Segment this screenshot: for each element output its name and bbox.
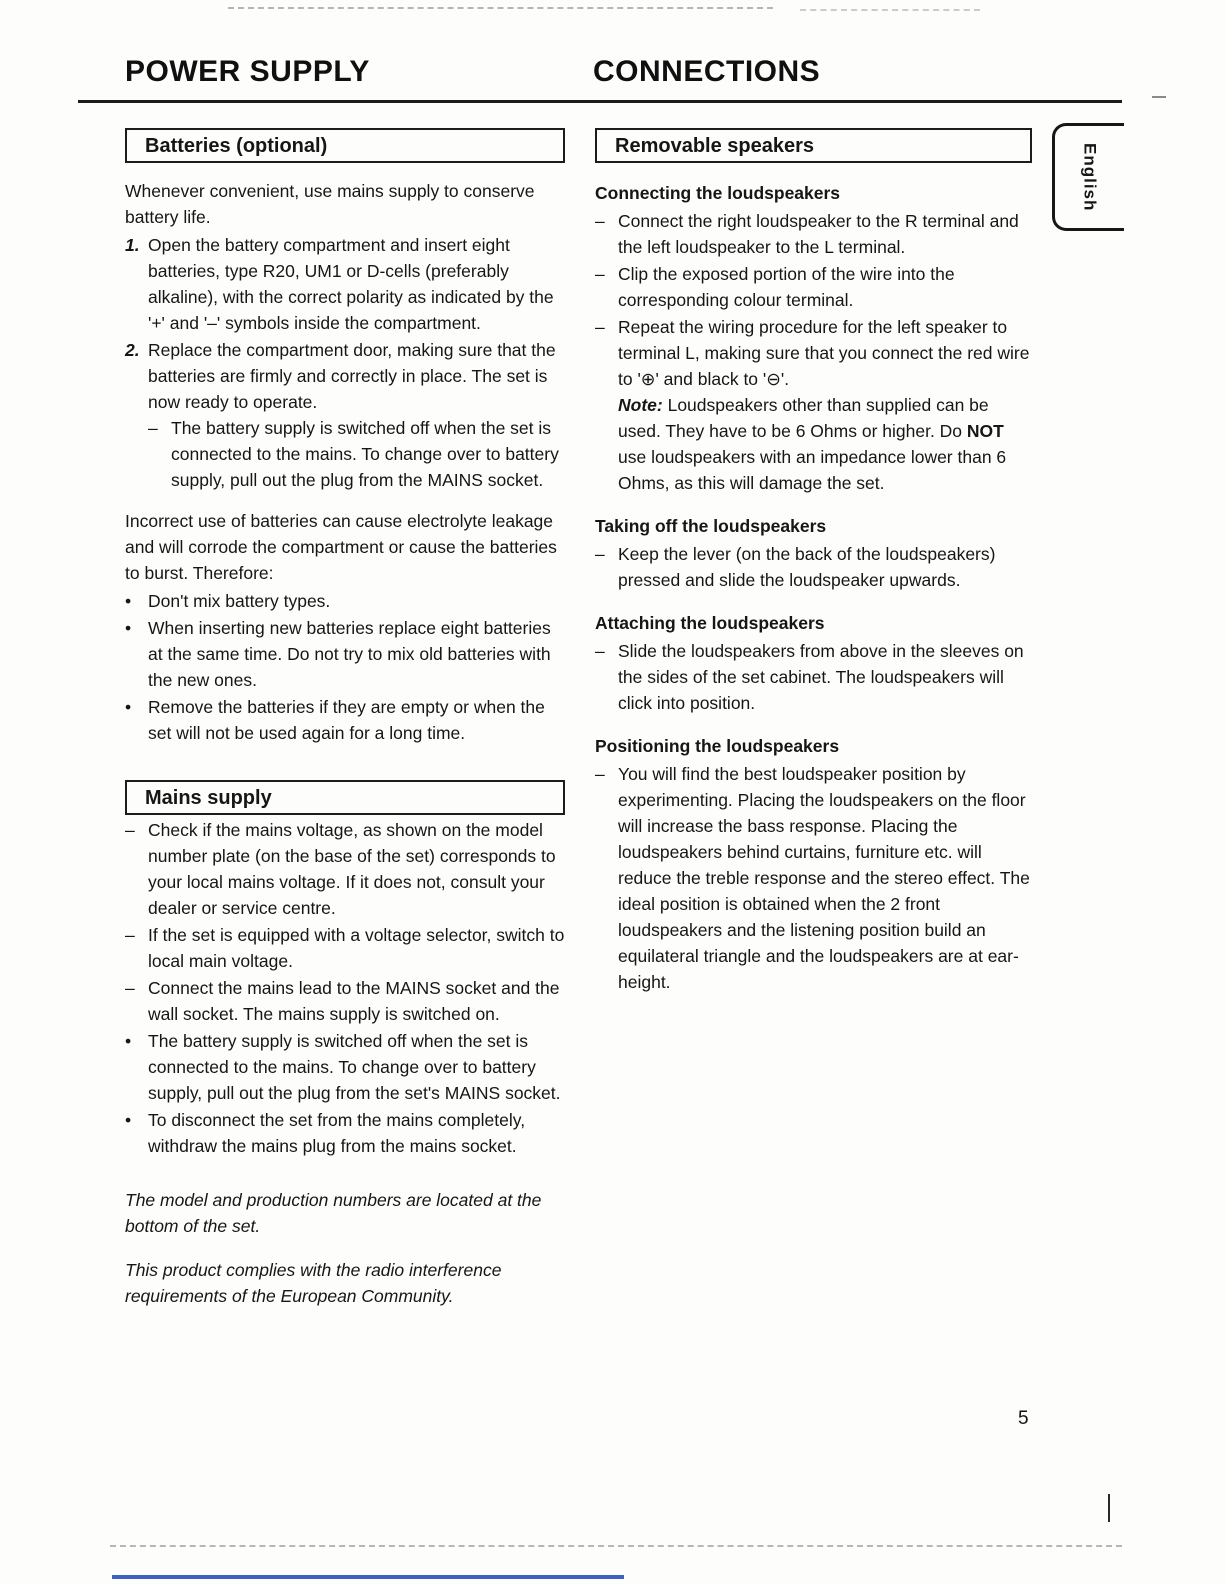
list-item [125, 817, 565, 921]
dash-marker: – [595, 317, 605, 337]
batteries-numbered-list [125, 232, 565, 493]
speakers-section-title: Removable speakers [615, 135, 815, 157]
note-emphasis: NOT [966, 421, 1004, 441]
positioning-heading: Positioning the loudspeakers [595, 736, 840, 756]
list-item [125, 975, 565, 1027]
numbered-step [125, 232, 565, 336]
batteries-warning-paragraph: Incorrect use of batteries can cause electrolyte leakage and will corrode the compartment or cause the batteries to burst. Therefore: [125, 511, 557, 583]
mains-section-titlebox [125, 780, 565, 815]
scan-artifact-bottom-dashes [110, 1545, 1122, 1547]
batteries-section-titlebox [125, 128, 565, 163]
list-item [595, 208, 1032, 260]
connections-column [595, 128, 1032, 995]
header-rule [78, 100, 1122, 103]
page-number: 5 [1018, 1408, 1029, 1429]
sub-list-item [148, 415, 565, 493]
section-header-connections: CONNECTIONS [593, 55, 821, 88]
bullet-marker: • [125, 697, 132, 717]
scan-artifact-right-dash [1152, 96, 1166, 98]
bullet-marker: • [125, 591, 132, 611]
dash-marker: – [595, 264, 605, 284]
mains-dash-list [125, 817, 565, 1159]
batteries-section-title: Batteries (optional) [145, 135, 328, 157]
taking-off-heading: Taking off the loudspeakers [595, 516, 827, 536]
step-body [148, 337, 565, 493]
list-item [595, 314, 1032, 392]
list-item-text: Slide the loudspeakers from above in the sleeves on the sides of the set cabinet. The loudspeakers will click into position. [618, 641, 1024, 713]
list-item [595, 541, 1032, 593]
connecting-dash-list [595, 208, 1032, 496]
dash-marker: – [595, 211, 605, 231]
note-text: use loudspeakers with an impedance lower than 6 Ohms, as this will damage the set. [618, 447, 1007, 493]
list-item-text: Repeat the wiring procedure for the left speaker to terminal L, making sure that you connect the red wire to '⊕' and black to '⊖'. [618, 317, 1030, 389]
list-item-text: Connect the right loudspeaker to the R terminal and the left loudspeaker to the L terminal. [618, 211, 1019, 257]
list-item-text: Remove the batteries if they are empty or when the set will not be used again for a long time. [148, 697, 545, 743]
attaching-heading: Attaching the loudspeakers [595, 613, 825, 633]
list-item-text: Connect the mains lead to the MAINS socket and the wall socket. The mains supply is switched on. [148, 978, 560, 1024]
list-item-text: When inserting new batteries replace eight batteries at the same time. Do not try to mix old batteries with the new ones. [148, 618, 551, 690]
compliance-note: This product complies with the radio interference requirements of the European Community. [125, 1259, 502, 1306]
scan-artifact-top-dashes [228, 7, 773, 9]
dash-marker: – [148, 418, 158, 438]
dash-marker: – [595, 544, 605, 564]
list-item [125, 1107, 565, 1159]
power-supply-column [125, 128, 565, 1326]
connecting-heading: Connecting the loudspeakers [595, 183, 841, 203]
batteries-intro-paragraph: Whenever convenient, use mains supply to conserve battery life. [125, 181, 535, 227]
scan-artifact-tick [1108, 1494, 1110, 1522]
list-item [595, 761, 1032, 995]
list-item [125, 615, 565, 693]
language-tab [1052, 123, 1124, 231]
bullet-marker: • [125, 618, 132, 638]
list-item-text: If the set is equipped with a voltage selector, switch to local main voltage. [148, 925, 565, 971]
batteries-bullet-list [125, 588, 565, 746]
list-item-text: You will find the best loudspeaker position by experimenting. Placing the loudspeakers on the floor will increase the bass response. Placing the loudspeakers behind curtains, furniture etc. will reduce the treble response and the stereo effect. The ideal position is obtained when the 2 front loudspeakers and the listening position build an equilateral triangle and the loudspeakers are at ear-height. [618, 764, 1030, 992]
scan-artifact-top-dashes-right [800, 9, 980, 11]
model-number-note: The model and production numbers are located at the bottom of the set. [125, 1190, 542, 1236]
list-item [125, 588, 565, 614]
list-item-text: Keep the lever (on the back of the loudspeakers) pressed and slide the loudspeaker upwards. [618, 544, 996, 590]
mains-section-title: Mains supply [145, 787, 272, 809]
taking-off-dash-list [595, 541, 1032, 593]
step-text: Open the battery compartment and insert eight batteries, type R20, UM1 or D-cells (preferably alkaline), with the correct polarity as indicated by the '+' and '–' symbols inside the compartment. [148, 235, 554, 333]
list-item [125, 922, 565, 974]
list-item-text: Clip the exposed portion of the wire into the corresponding colour terminal. [618, 264, 955, 310]
step-text: Replace the compartment door, making sure that the batteries are firmly and correctly in place. The set is now ready to operate. [148, 340, 556, 412]
speakers-section-titlebox [595, 128, 1032, 163]
dash-marker: – [125, 925, 135, 945]
note-text: Loudspeakers other than supplied can be used. They have to be 6 Ohms or higher. Do [618, 395, 989, 441]
list-item [125, 1028, 565, 1106]
dash-marker: – [595, 641, 605, 661]
list-item-text: The battery supply is switched off when the set is connected to the mains. To change over to battery supply, pull out the plug from the set's MAINS socket. [148, 1031, 561, 1103]
list-item-text: Check if the mains voltage, as shown on the model number plate (on the base of the set) corresponds to your local mains voltage. If it does not, consult your dealer or service centre. [148, 820, 556, 918]
list-item [595, 638, 1032, 716]
bullet-marker: • [125, 1110, 132, 1130]
list-item [595, 261, 1032, 313]
list-item-text: Don't mix battery types. [148, 591, 331, 611]
list-item-text: To disconnect the set from the mains completely, withdraw the mains plug from the mains socket. [148, 1110, 526, 1156]
list-item [125, 694, 565, 746]
dash-marker: – [595, 764, 605, 784]
speakers-note-paragraph [595, 392, 1032, 496]
dash-marker: – [125, 820, 135, 840]
positioning-dash-list [595, 761, 1032, 995]
attaching-dash-list [595, 638, 1032, 716]
numbered-step [125, 337, 565, 493]
section-header-power-supply: POWER SUPPLY [125, 55, 370, 88]
step-number: 2. [125, 340, 140, 360]
sub-item-text: The battery supply is switched off when the set is connected to the mains. To change over to battery supply, pull out the plug from the MAINS socket. [171, 418, 559, 490]
language-tab-label: English [1080, 142, 1100, 212]
note-label: Note: [618, 395, 663, 415]
scan-artifact-blue-line [112, 1575, 624, 1579]
bullet-marker: • [125, 1031, 132, 1051]
dash-marker: – [125, 978, 135, 998]
step-number: 1. [125, 235, 140, 255]
